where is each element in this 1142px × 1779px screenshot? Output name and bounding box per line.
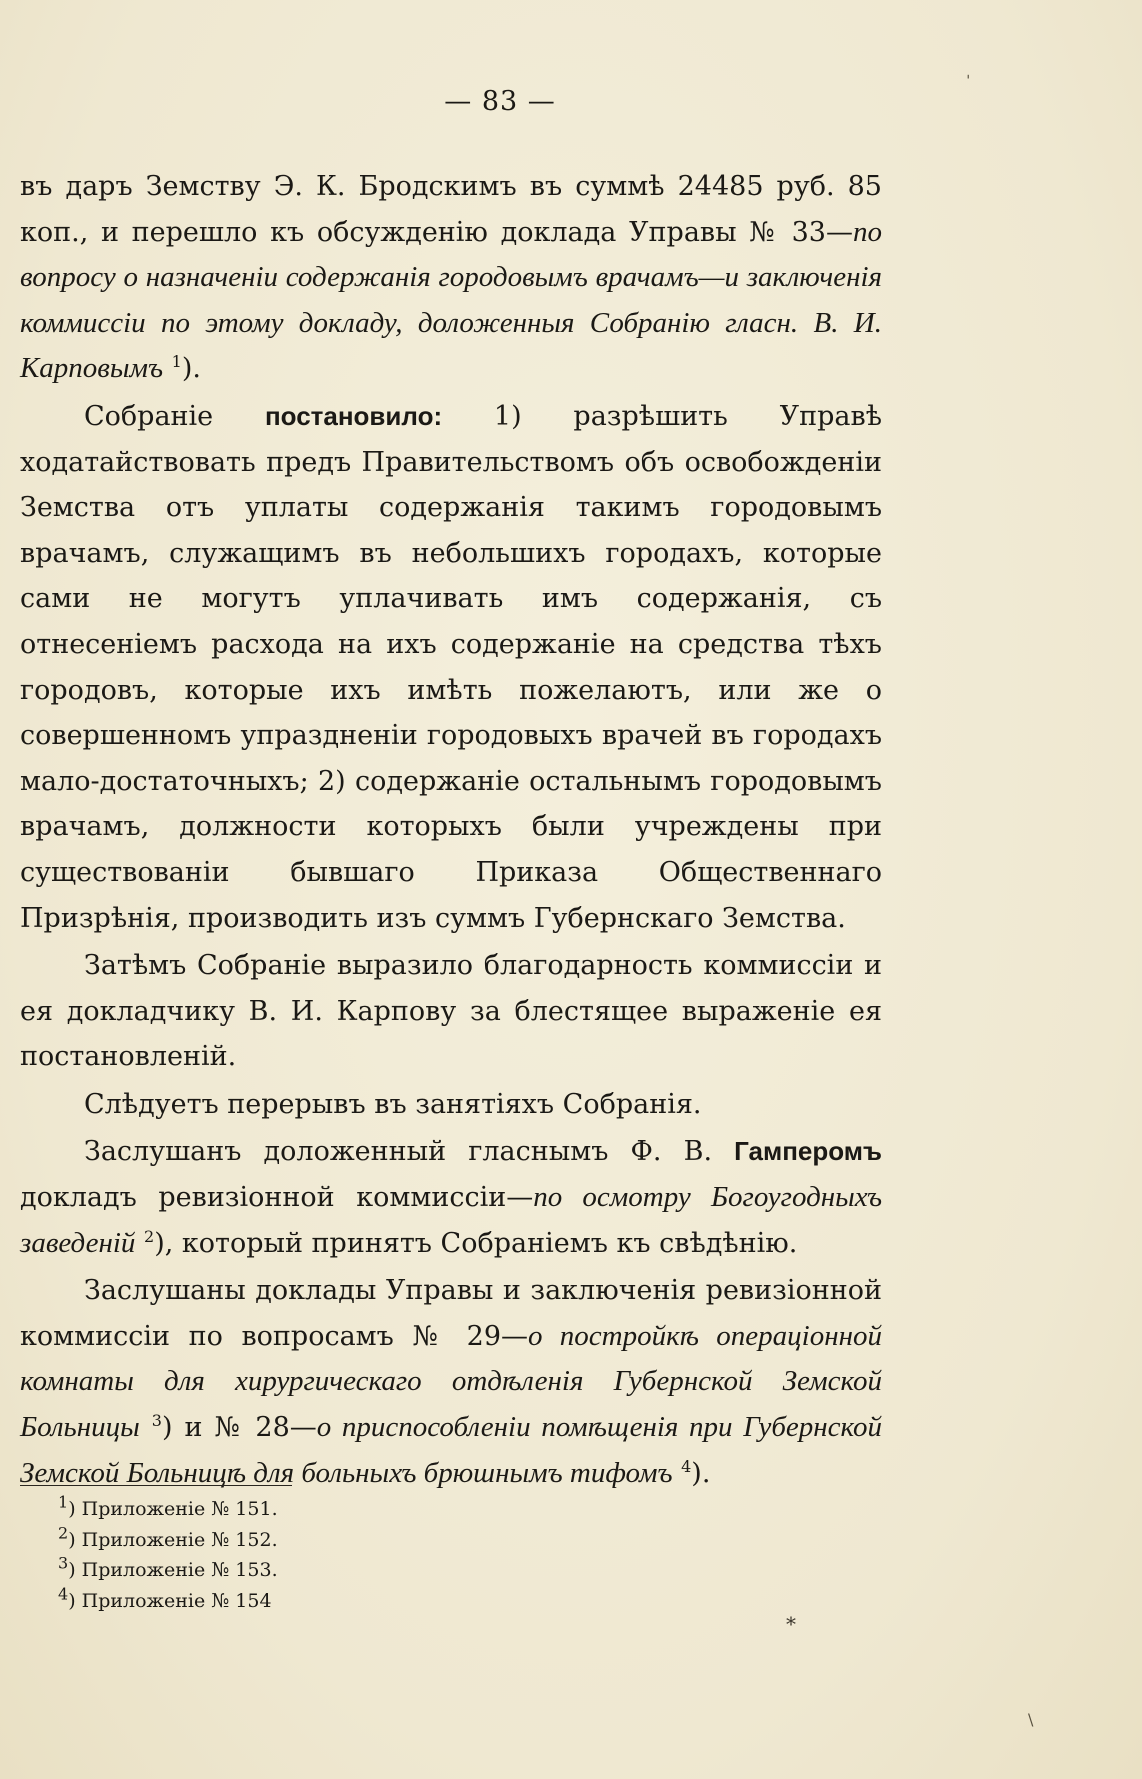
footnote-text: ) Приложеніе № 154 xyxy=(68,1589,272,1612)
p2-text: Собраніе xyxy=(84,400,265,432)
main-text xyxy=(20,164,882,1496)
p1-italic: по вопросу о назначеніи содержанія городовымъ врачамъ—и заключенія коммиссіи по этому докладу, доложенныя Собранію гласн. В. И. Карповымъ xyxy=(20,215,882,385)
paragraph-6 xyxy=(20,1268,882,1496)
footnote-mark: 3 xyxy=(58,1553,69,1573)
margin-mark: ˈ xyxy=(966,72,971,91)
footnote-text: ) Приложеніе № 151. xyxy=(68,1498,278,1520)
page-number: — 83 — xyxy=(444,86,556,117)
p5-text: Заслушанъ доложенный гласнымъ Ф. В. xyxy=(84,1136,735,1168)
p5-italic: по осмотру Богоугодныхъ заведеній xyxy=(20,1181,882,1259)
p6-tail: ). xyxy=(691,1457,711,1489)
footnote-3 xyxy=(58,1555,278,1586)
footnote-mark: 1 xyxy=(58,1492,69,1512)
paragraph-1 xyxy=(20,164,882,392)
asterisk-ornament: * xyxy=(786,1612,796,1636)
footnote-ref-1: 1 xyxy=(171,352,182,372)
paragraph-3: Затѣмъ Собраніе выразило благодарность коммиссіи и ея докладчику В. И. Карпову за блестящее выраженіе ея постановленій. xyxy=(20,950,882,1073)
footnote-ref-2: 2 xyxy=(144,1226,155,1246)
footnote-mark: 4 xyxy=(58,1584,69,1604)
footnote-ref-3: 3 xyxy=(151,1411,162,1431)
p1-text: въ даръ Земству Э. К. Бродскимъ въ суммѣ 24485 руб. 85 коп., и перешло къ обсужденію доклада Управы № 33— xyxy=(20,171,882,248)
p6-italic-2: о приспособленіи помѣщенія при Губернской Земской Больницѣ для больныхъ брюшнымъ тифомъ xyxy=(20,1411,882,1489)
p6-italic-1: о постройкѣ операціонной комнаты для хирургическаго отдѣленія Губернской Земской Больницы xyxy=(20,1319,882,1444)
footnote-text: ) Приложеніе № 152. xyxy=(68,1528,278,1551)
footnote-ref-4: 4 xyxy=(681,1456,692,1476)
footnote-text: ) Приложеніе № 153. xyxy=(68,1559,278,1581)
footnote-2 xyxy=(58,1525,278,1556)
p5-tail: ), который принятъ Собраніемъ къ свѣдѣнію. xyxy=(154,1227,798,1259)
p5-mid: докладъ ревизіонной коммиссіи— xyxy=(20,1182,534,1214)
paragraph-5 xyxy=(20,1129,882,1266)
p5-bold: Гамперомъ xyxy=(734,1136,882,1167)
footnote-1 xyxy=(58,1494,278,1525)
p1-tail: ). xyxy=(181,353,201,385)
margin-mark: \ xyxy=(1028,1710,1034,1729)
p6-mid: ) и № 28— xyxy=(161,1412,317,1444)
p2-body: 1) разрѣшить Управѣ ходатайствовать предъ Правительствомъ объ освобожденіи Земства отъ уплаты содержанія такимъ городовымъ врачамъ, служащимъ въ небольшихъ городахъ, которые сами не могутъ уплачивать имъ содержанія, съ отнесеніемъ расхода на ихъ содержаніе на средства тѣхъ городовъ, которые ихъ имѣть пожелаютъ, или же о совершенномъ упраздненіи городовыхъ врачей въ городахъ мало-достаточныхъ; 2) содержаніе остальнымъ городовымъ врачамъ, должности которыхъ были учреждены при существованіи бывшаго Приказа Общественнаго Призрѣнія, производить изъ суммъ Губернскаго Земства. xyxy=(20,400,882,934)
footnote-rule xyxy=(20,1485,292,1486)
paragraph-4: Слѣдуетъ перерывъ въ занятіяхъ Собранія. xyxy=(84,1088,702,1120)
footnotes xyxy=(58,1494,278,1616)
paragraph-2 xyxy=(20,394,882,941)
footnote-4 xyxy=(58,1586,278,1617)
p2-bold: постановило: xyxy=(264,400,443,431)
p6-text: Заслушаны доклады Управы и заключенія ревизіонной коммиссіи по вопросамъ № 29— xyxy=(20,1275,882,1352)
footnote-mark: 2 xyxy=(58,1523,69,1543)
